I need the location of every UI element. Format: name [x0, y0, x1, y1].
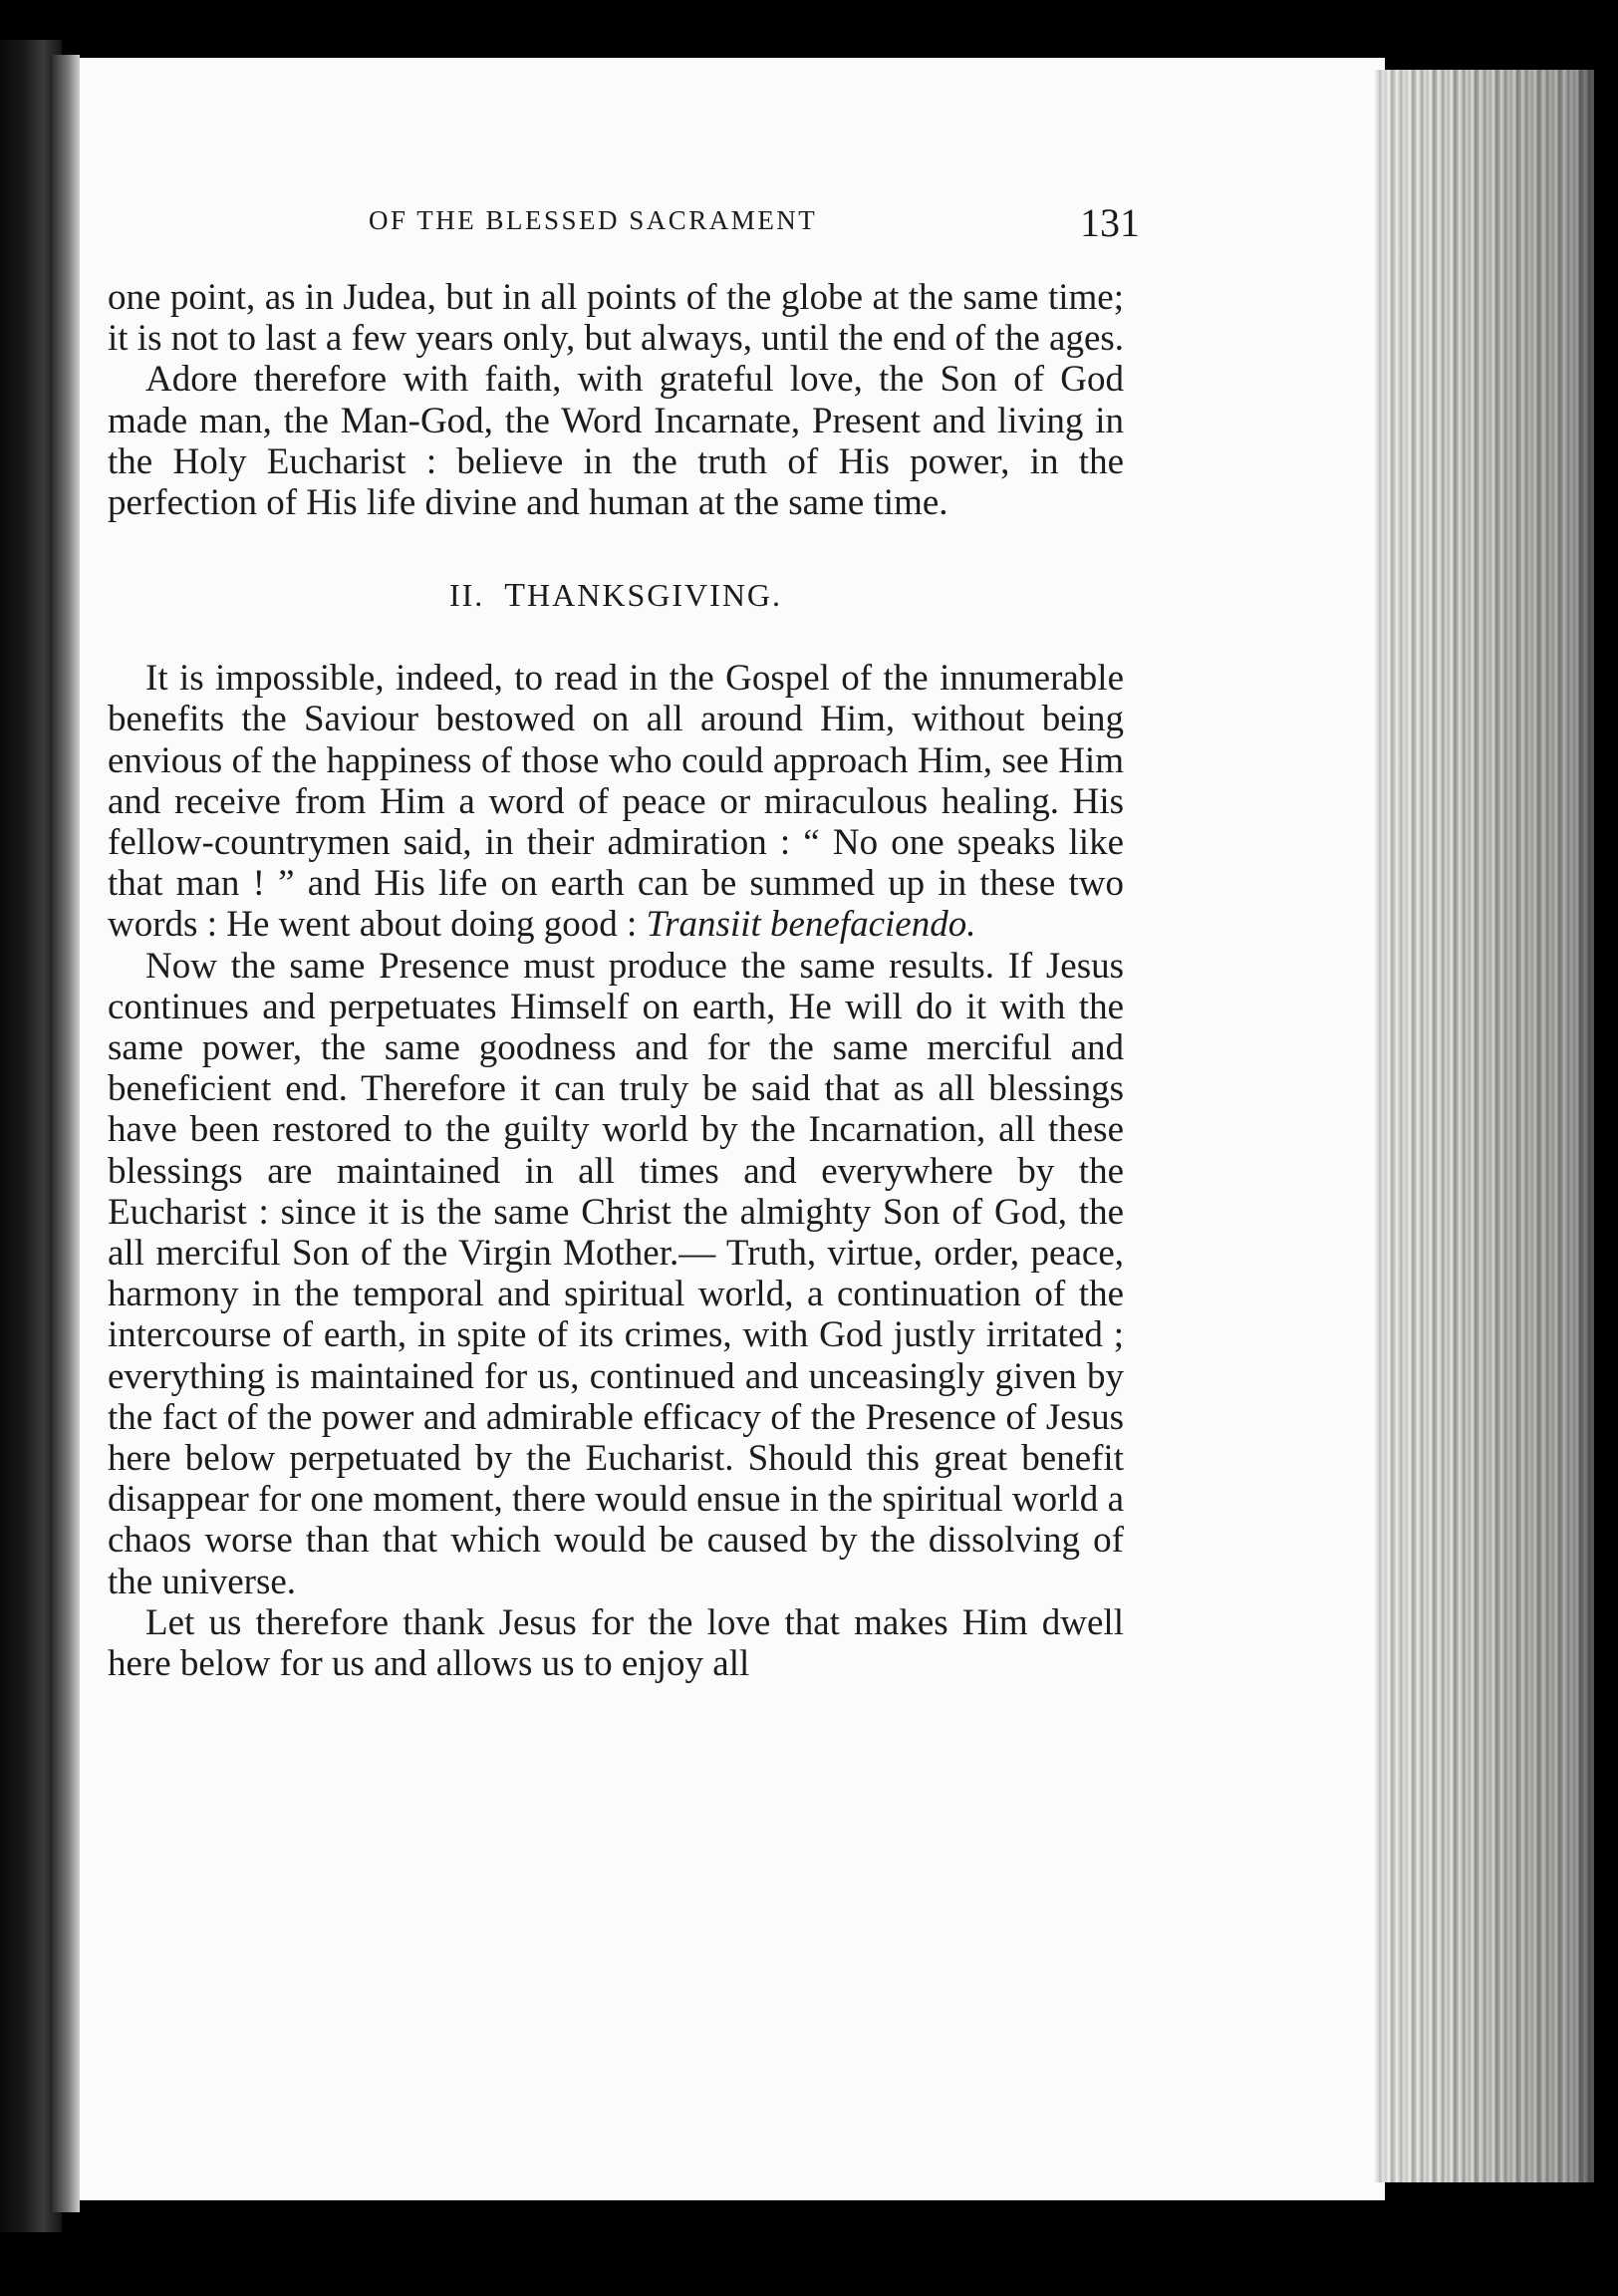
- paragraph-continuation: one point, as in Judea, but in all points of the globe at the same time; it is not to last a few years only, but always, until the end of the ages.: [108, 277, 1125, 360]
- gutter-shadow: [50, 55, 80, 2212]
- running-title: OF THE BLESSED SACRAMENT: [369, 205, 818, 235]
- section-title-initial: T: [504, 577, 528, 615]
- paragraph-thanks: Let us therefore thank Jesus for the love that makes Him dwell here below for us and allows us to enjoy all: [108, 1601, 1124, 1685]
- paragraph-presence: Now the same Presence must produce the same results. If Jesus continues and perpetuates Himself on earth, He will do it with the same power, the same goodness and for the same merciful and beneficient end. Therefore it can truly be said that as all blessings have been restored to the guilty world by the Incarnation, all these blessings are maintained in all times and everywhere by the Eucharist : since it is the same Christ the almighty Son of God, the all merciful Son of the Virgin Mother.— Truth, virtue, order, peace, harmony in the temporal and spiritual world, a continuation of the intercourse of earth, in spite of its crimes, with God justly irritated ; everything is maintained for us, continued and unceasingly given by the fact of the power and admirable efficacy of the Presence of Jesus here below perpetuated by the Eucharist. Should this great benefit disappear for one moment, there would ensue in the spiritual world a chaos worse than that which would be caused by the dissolving of the universe.: [108, 945, 1124, 1602]
- paragraph-gospel-text: It is impossible, indeed, to read in the Gospel of the innumerable benefits the Saviour bestowed on all around Him, without being envious of the happiness of those who could approach Him, see Him and receive from Him a word of peace or miraculous healing. His fellow-countrymen said, in their admiration : “ No one speaks like that man ! ” and His life on earth can be summed up in these two words : He went about doing good :: [108, 658, 1124, 946]
- section-title-rest: HANKSGIVING.: [527, 577, 783, 614]
- page-number: 131: [1080, 200, 1140, 245]
- latin-quote: Transiit benefaciendo.: [646, 904, 976, 946]
- running-head: [110, 200, 1140, 245]
- text-block: [108, 277, 1124, 1684]
- page-edges-shade: [1375, 70, 1594, 2182]
- section-number: II.: [448, 577, 485, 614]
- paragraph-adore: Adore therefore with faith, with grateful love, the Son of God made man, the Man-God, the Word Incarnate, Present and living in the Holy Eucharist : believe in the truth of His power, in the perfection of His life divine and human at the same time.: [108, 359, 1124, 524]
- paragraph-gospel: [108, 658, 1124, 945]
- section-heading: [108, 575, 1124, 616]
